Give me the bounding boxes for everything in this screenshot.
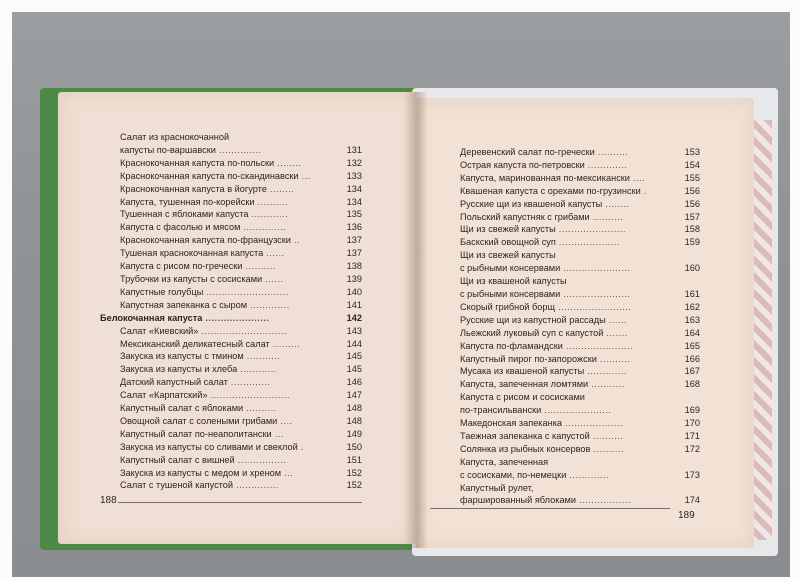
toc-entry: Краснокочанная капуста по-польски ........ 132 [120,157,362,168]
toc-section-heading: Белокочанная капуста ..................... 142 [100,312,362,323]
toc-entry: Краснокочанная капуста в йогурте ........ 134 [120,183,362,194]
toc-entry: Польский капустняк с грибами .......... 157 [460,211,700,222]
toc-entry: Закуска из капусты и хлеба ............ 145 [120,364,362,375]
toc-entry: с сосисками, по-немецки ............. 173 [460,469,700,480]
toc-entry: Капуста по-фламандски ...................... 165 [460,340,700,351]
toc-entry: Капуста с фасолью и мясом .............. 136 [120,222,362,233]
toc-entry: Баскский овощной суп .................... 159 [460,237,700,248]
toc-entry: Щи из свежей капусты [460,250,556,261]
toc-entry: Салат с тушеной капустой .............. 152 [120,480,362,491]
toc-entry: Капустный салат с вишней ................ 151 [120,454,362,465]
toc-entry: по-трансильвански ...................... 169 [460,405,700,416]
toc-entry: Щи из свежей капусты ...................... 158 [460,224,700,235]
toc-entry: Капуста с рисом и сосисками [460,392,585,403]
toc-entry: Мусака из квашеной капусты ............. 167 [460,366,700,377]
toc-entry: Солянка из рыбных консервов .......... 172 [460,443,700,454]
toc-entry: с рыбными консервами ...................... 160 [460,263,700,274]
toc-entry: Капуста, маринованная по-мексикански .... 155 [460,172,700,183]
page-number-right: 189 [678,510,695,521]
toc-entry: Трубочки из капусты с сосисками ...... 139 [120,273,362,284]
toc-entry: Салат «Карпатский» .......................... 147 [120,390,362,401]
toc-entry: Русские щи из квашеной капусты ........ 156 [460,198,700,209]
toc-entry: Капуста, запеченная ломтями ........... 168 [460,379,700,390]
toc-entry: Капустный салат с яблоками .......... 148 [120,403,362,414]
toc-entry: Щи из квашеной капусты [460,276,567,287]
toc-entry: Капуста, тушенная по-корейски .......... 134 [120,196,362,207]
left-toc [100,131,362,492]
toc-entry: Тушеная краснокочанная капуста ...... 137 [120,248,362,259]
page-number-left: 188 [100,495,117,506]
toc-entry: Краснокочанная капуста по-скандинавски ... 133 [120,170,362,181]
toc-entry: Квашеная капуста с орехами по-грузински . 156 [460,185,700,196]
toc-entry: капусты по-варшавски .............. 131 [120,144,362,155]
toc-entry: Македонская запеканка ................... 170 [460,418,700,429]
toc-entry: Тушенная с яблоками капуста ............ 135 [120,209,362,220]
toc-entry: Капуста, запеченная [460,456,549,467]
toc-entry: Капустная запеканка с сыром ............. 141 [120,299,362,310]
toc-entry: Льежский луковый суп с капустой ....... 164 [460,327,700,338]
toc-entry: Таежная запеканка с капустой .......... 171 [460,430,700,441]
toc-entry: Острая капуста по-петровски ............. 154 [460,159,700,170]
toc-entry: Капуста с рисом по-гречески .......... 138 [120,261,362,272]
toc-entry: с рыбными консервами ...................... 161 [460,288,700,299]
toc-entry: Салат «Киевский» ............................ 143 [120,325,362,336]
toc-entry: Закуска из капусты с медом и хреном ... 152 [120,467,362,478]
footer-rule [118,502,362,503]
toc-entry: Капустный рулет, [460,482,534,493]
toc-entry: Салат из краснокочанной [120,132,230,142]
toc-entry: фаршированный яблоками ................. 174 [460,495,700,506]
toc-entry: Овощной салат с солеными грибами .... 148 [120,415,362,426]
toc-entry: Капустный салат по-неаполитански ... 149 [120,428,362,439]
right-toc [444,146,700,507]
book-gutter [404,92,428,548]
toc-entry: Мексиканский деликатесный салат ......... 144 [120,338,362,349]
toc-entry: Капустный пирог по-запорожски .......... 166 [460,353,700,364]
toc-entry: Датский капустный салат ............. 146 [120,377,362,388]
footer-rule [430,508,670,509]
toc-entry: Закуска из капусты со сливами и свеклой . 150 [120,441,362,452]
toc-entry: Русские щи из капустной рассады ...... 163 [460,314,700,325]
toc-entry: Краснокочанная капуста по-французски .. 137 [120,235,362,246]
toc-entry: Закуска из капусты с тмином ........... 145 [120,351,362,362]
toc-entry: Капустные голубцы ........................... 140 [120,286,362,297]
toc-entry: Скорый грибной борщ ........................ 162 [460,301,700,312]
toc-entry: Деревенский салат по-гречески .......... 153 [460,147,700,157]
